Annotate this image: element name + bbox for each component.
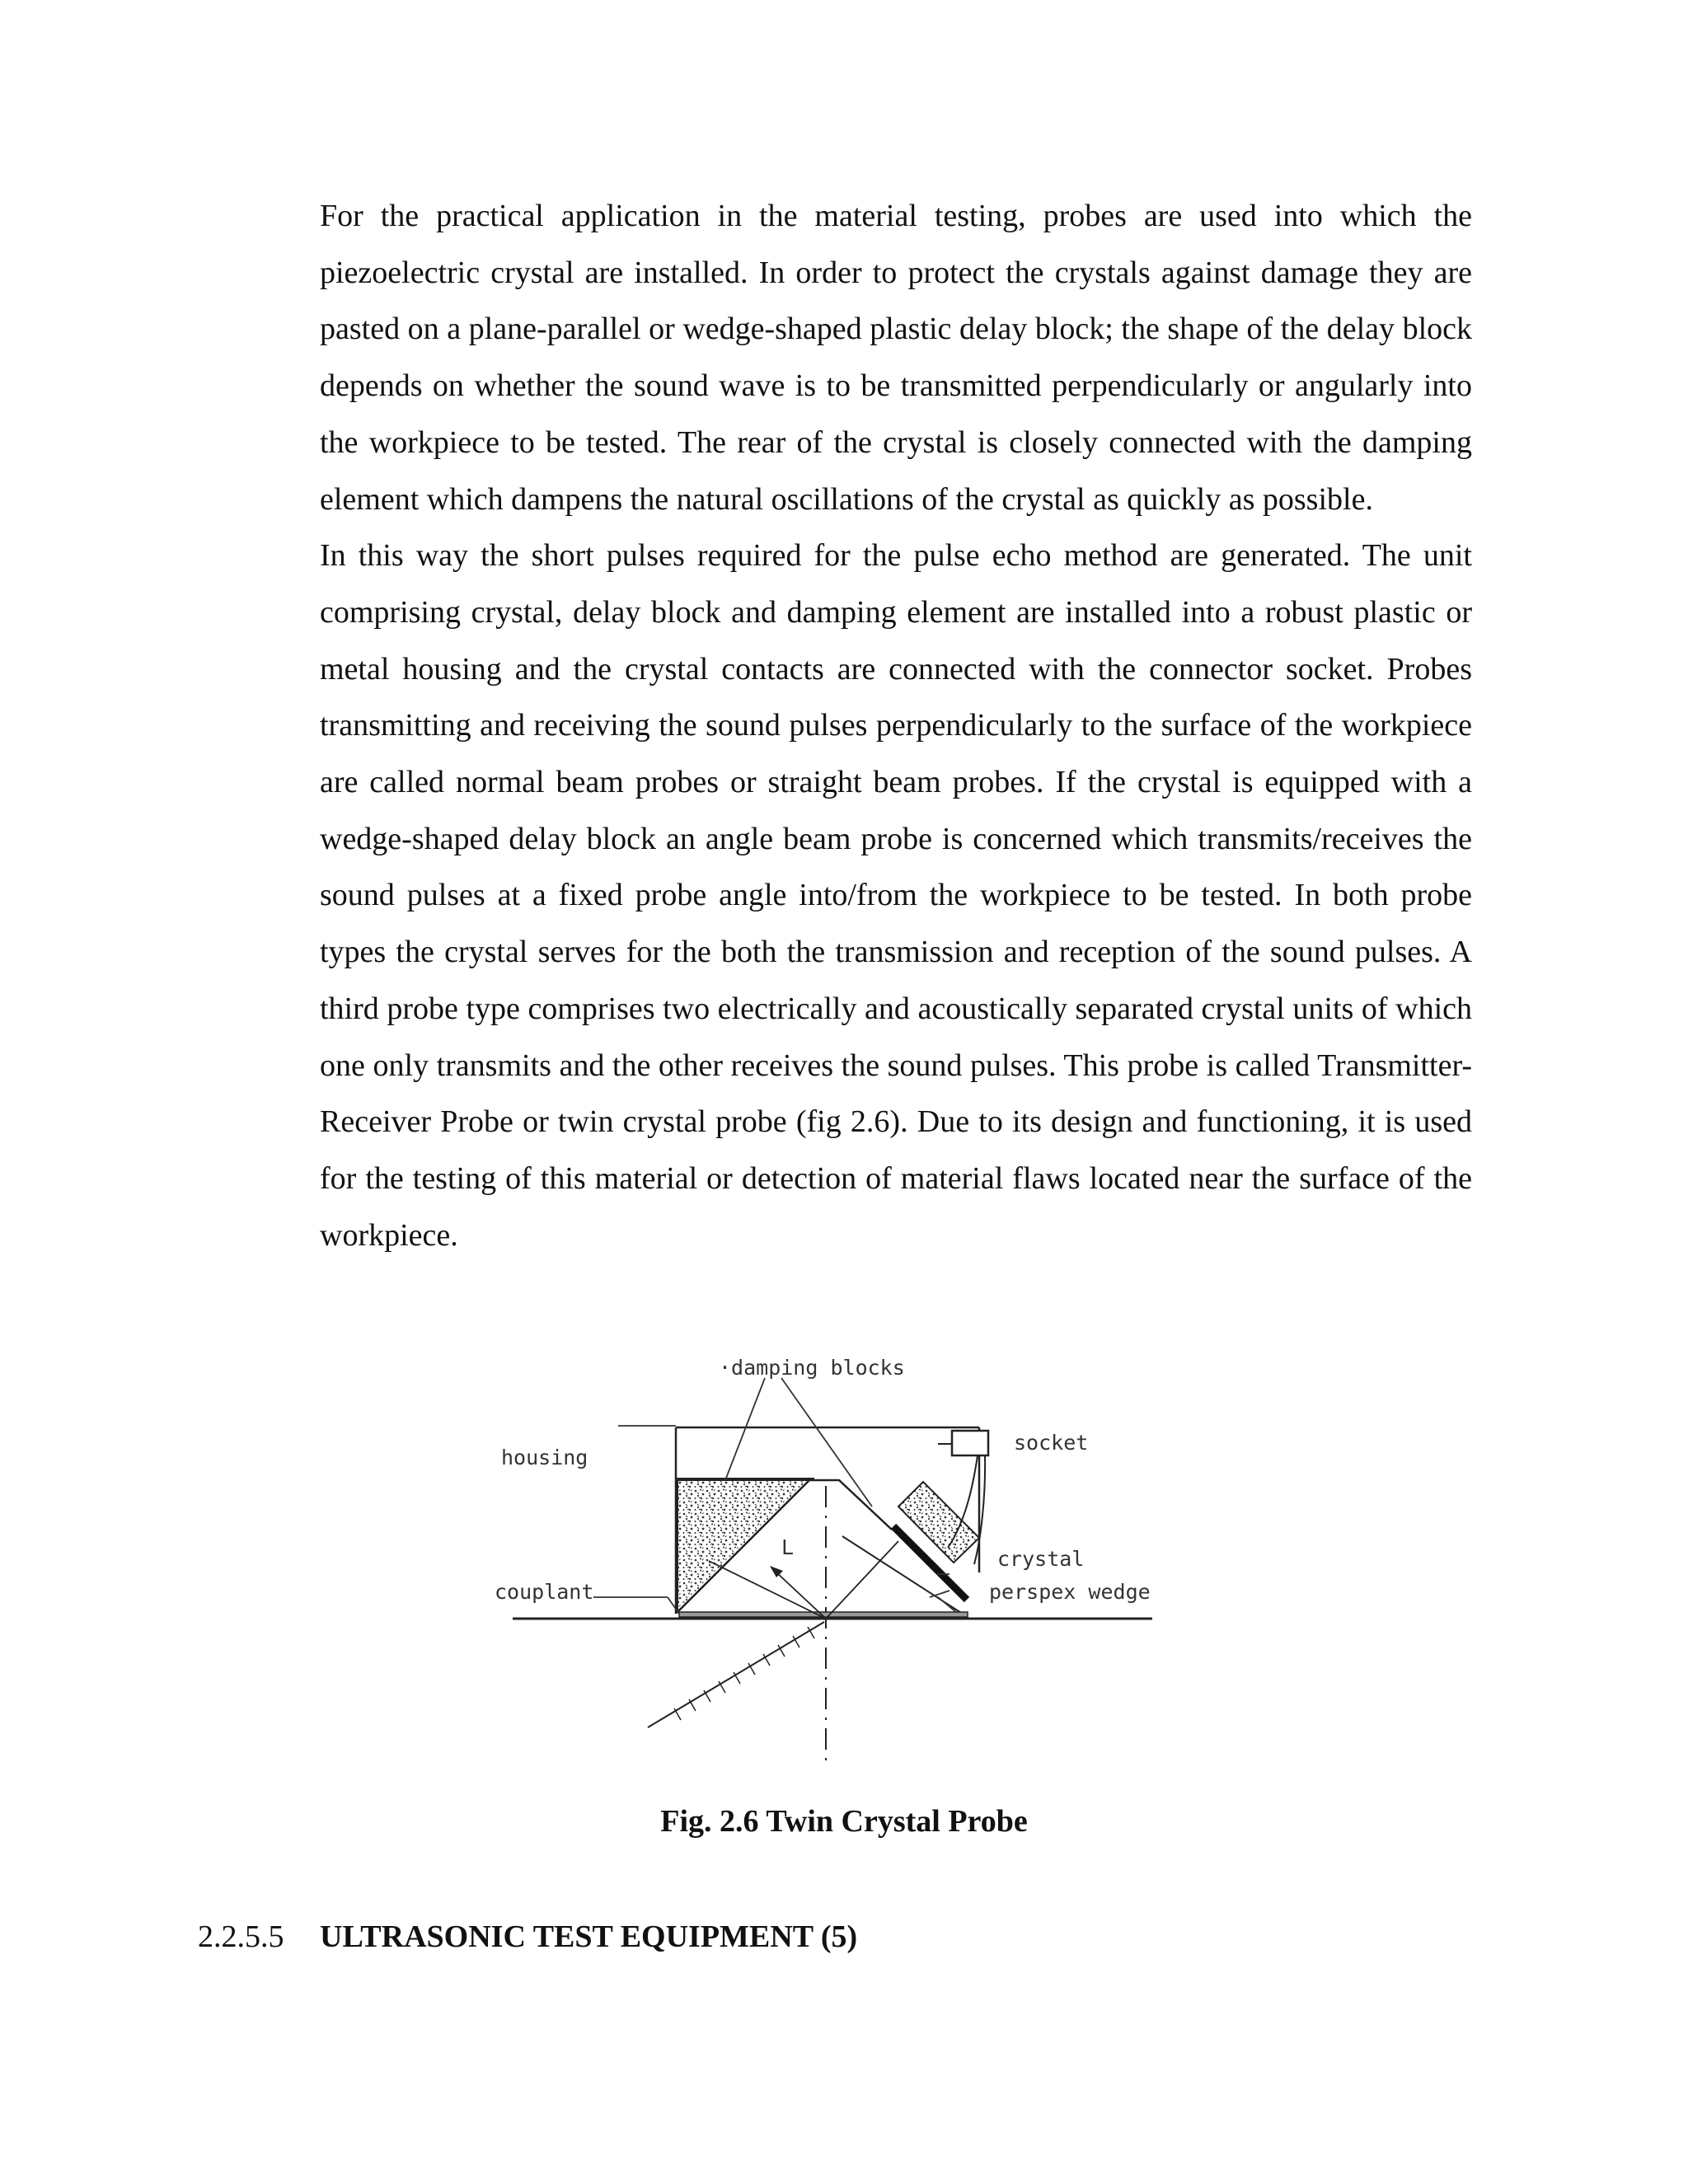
transmit-path — [709, 1561, 826, 1619]
right-damping-block — [898, 1482, 979, 1563]
paragraph-2: In this way the short pulses required for the pulse echo method are generated. The unit comprising crystal, delay block and damping element are installed into a robust plastic or metal housing and the crystal contacts are connected with the connector socket. Probes transmitting and receiving the sound pulses perpendicularly to the surface of the workpiece are called normal beam probes or straight beam probes. If the crystal is equipped with a wedge-shaped delay block an angle beam probe is concerned which transmits/receives the sound pulses at a fixed probe angle into/from the workpiece to be tested. In both probe types the crystal serves for the both the transmission and reception of the sound pulses. A third probe type comprises two electrically and acoustically separated crystal units of which one only transmits and the other receives the sound pulses. This probe is called Transmitter-Receiver Probe or twin crystal probe (fig 2.6). Due to its design and functioning, it is used for the testing of this material or detection of material flaws located near the surface of the workpiece. — [320, 538, 1472, 1253]
label-socket: socket — [1014, 1431, 1089, 1455]
section-heading — [198, 1919, 857, 1955]
label-crystal: crystal — [997, 1547, 1085, 1571]
section-number: 2.2.5.5 — [198, 1919, 284, 1954]
paragraph-1: For the practical application in the material testing, probes are used into which the piezoelectric crystal are installed. In order to protect the crystals against damage they are pasted on a plane-parallel or wedge-shaped plastic delay block; the shape of the delay block depends on whether the sound wave is to be transmitted perpendicularly or angularly into the workpiece to be tested. The rear of the crystal is closely connected with the damping element which dampens the natural oscillations of the crystal as quickly as possible. — [320, 199, 1472, 517]
label-perspex-wedge: perspex wedge — [989, 1580, 1151, 1604]
section-title: ULTRASONIC TEST EQUIPMENT (5) — [320, 1919, 858, 1954]
receive-path — [826, 1541, 898, 1619]
twin-crystal-probe-figure — [486, 1350, 1195, 1779]
label-housing: housing — [501, 1446, 588, 1469]
probe-diagram — [486, 1350, 1195, 1779]
refracted-beam — [648, 1622, 824, 1727]
label-angle: L — [781, 1535, 795, 1559]
body-text — [320, 188, 1472, 1263]
figure-caption: Fig. 2.6 Twin Crystal Probe — [660, 1804, 1028, 1839]
label-damping-blocks: ·damping blocks — [719, 1356, 905, 1380]
socket-box — [952, 1431, 988, 1455]
label-couplant: couplant — [495, 1580, 594, 1604]
